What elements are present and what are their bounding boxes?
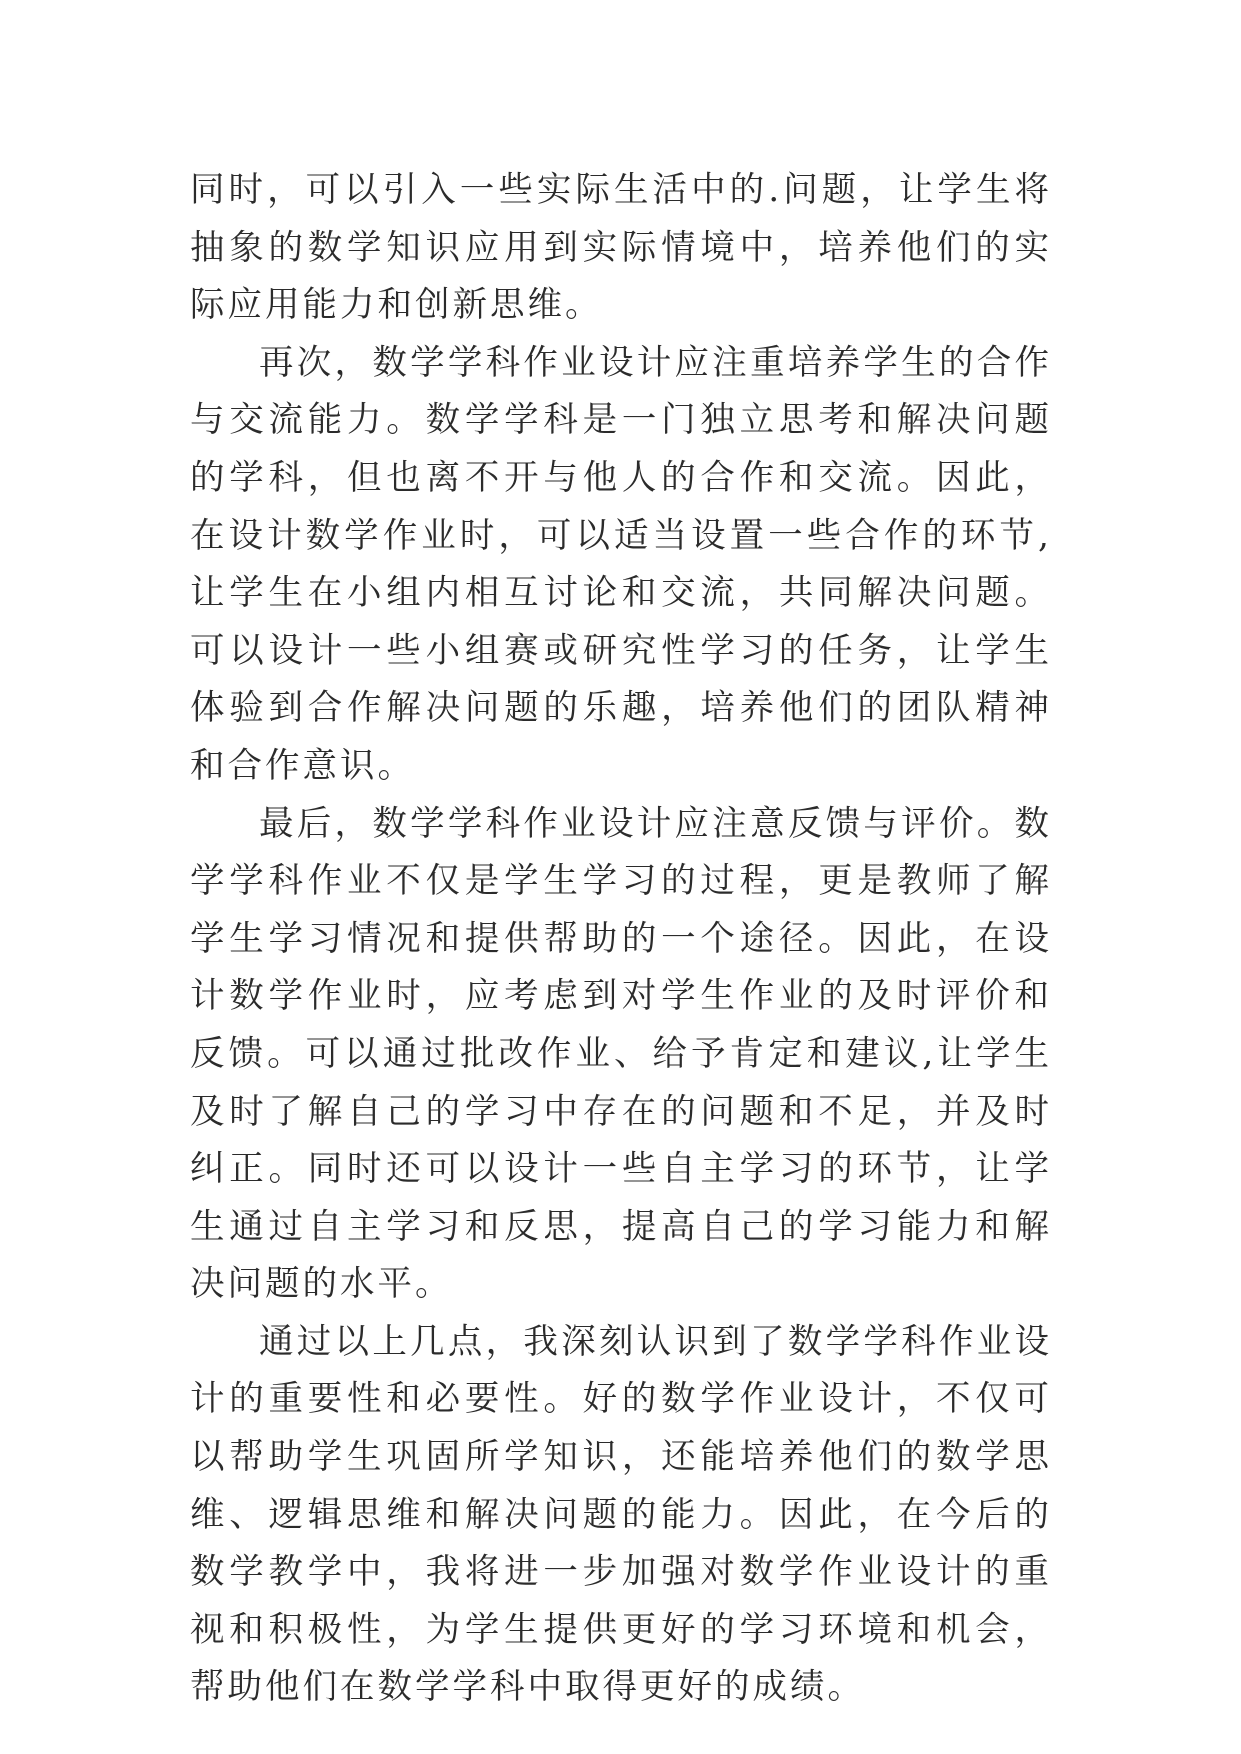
- paragraph-3: 最后，数学学科作业设计应注意反馈与评价。数学学科作业不仅是学生学习的过程，更是教师了解学生学习情况和提供帮助的一个途径。因此，在设计数学作业时，应考虑到对学生作业的及时评价和反馈。可以通过批改作业、给予肯定和建议,让学生及时了解自己的学习中存在的问题和不足，并及时纠正。同时还可以设计一些自主学习的环节，让学生通过自主学习和反思，提高自己的学习能力和解决问题的水平。: [190, 803, 1052, 1305]
- document-body: [190, 162, 1052, 1717]
- paragraph-1: 同时，可以引入一些实际生活中的.问题，让学生将抽象的数学知识应用到实际情境中，培养他们的实际应用能力和创新思维。: [190, 170, 1052, 326]
- paragraph-2: 再次，数学学科作业设计应注重培养学生的合作与交流能力。数学学科是一门独立思考和解决问题的学科，但也离不开与他人的合作和交流。因此，在设计数学作业时，可以适当设置一些合作的环节,让学生在小组内相互讨论和交流，共同解决问题。可以设计一些小组赛或研究性学习的任务，让学生体验到合作解决问题的乐趣，培养他们的团队精神和合作意识。: [190, 342, 1052, 786]
- paragraph-4: 通过以上几点，我深刻认识到了数学学科作业设计的重要性和必要性。好的数学作业设计，不仅可以帮助学生巩固所学知识，还能培养他们的数学思维、逻辑思维和解决问题的能力。因此，在今后的数学教学中，我将进一步加强对数学作业设计的重视和积极性，为学生提供更好的学习环境和机会，帮助他们在数学学科中取得更好的成绩。: [190, 1321, 1052, 1708]
